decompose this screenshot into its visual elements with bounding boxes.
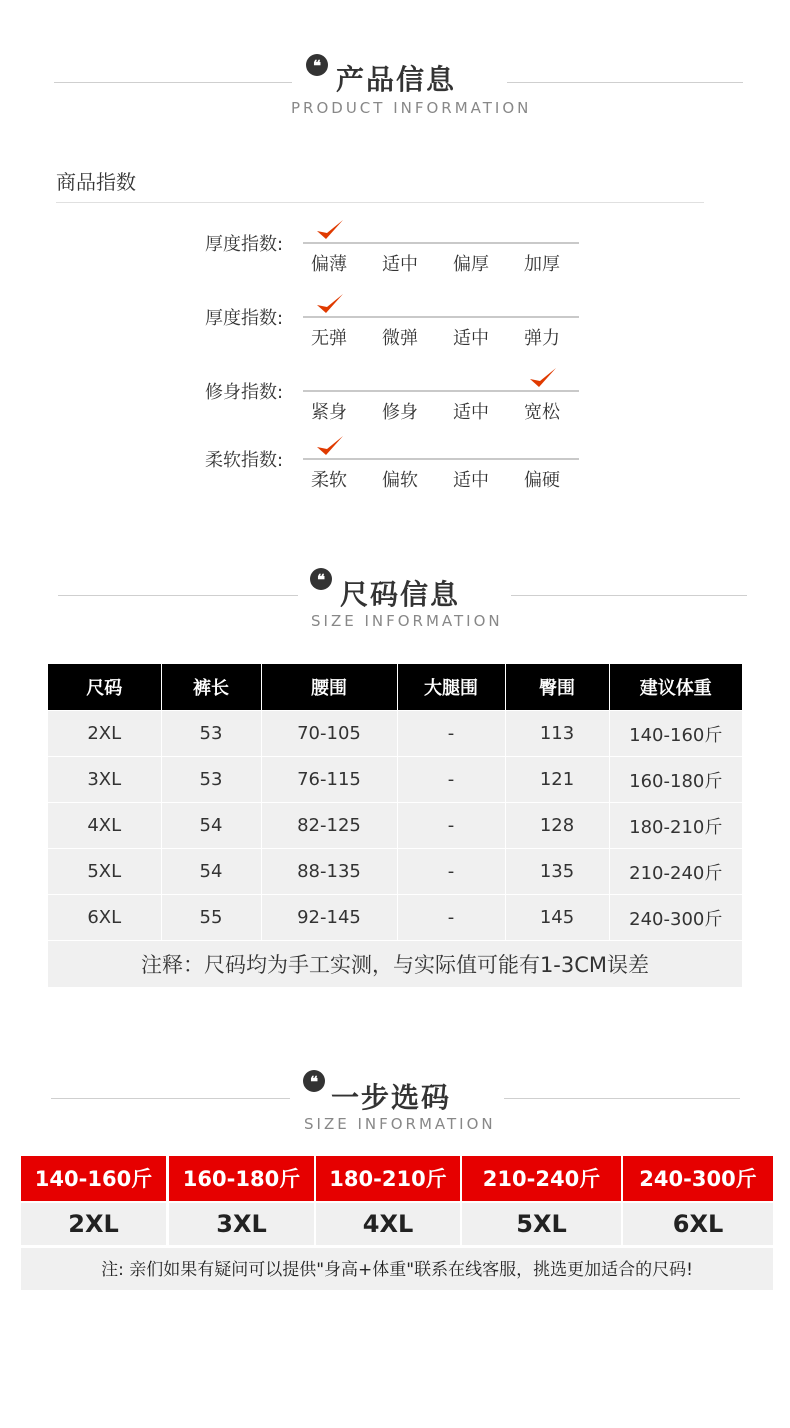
- index-option: 加厚: [524, 254, 560, 275]
- weight-range-cell: 160-180斤: [169, 1156, 314, 1201]
- table-cell: 128: [505, 803, 609, 849]
- measurement-note: 注释：尺码均为手工实测，与实际值可能有1-3CM误差: [48, 941, 742, 988]
- column-header: 建议体重: [609, 664, 742, 711]
- index-title: 商品指数: [56, 170, 136, 194]
- column-header: 裤长: [161, 664, 261, 711]
- table-cell: 88-135: [261, 849, 397, 895]
- table-cell: 145: [505, 895, 609, 941]
- index-option: 无弹: [311, 328, 347, 349]
- checkmark-icon: [315, 291, 345, 317]
- index-option: 适中: [453, 328, 489, 349]
- table-row: [48, 757, 742, 803]
- index-row: [205, 448, 585, 498]
- section-title: 产品信息: [336, 63, 457, 96]
- table-row: [48, 803, 742, 849]
- table-row: [48, 849, 742, 895]
- table-cell: 121: [505, 757, 609, 803]
- table-cell: 113: [505, 711, 609, 757]
- heading-rule-left: [54, 82, 292, 83]
- table-row: [48, 895, 742, 941]
- index-option: 适中: [382, 254, 418, 275]
- index-label: 厚度指数:: [205, 234, 284, 255]
- product-info-heading: [0, 50, 790, 120]
- quote-icon: ❝: [310, 568, 332, 590]
- index-option: 偏软: [382, 470, 418, 491]
- table-cell: -: [397, 803, 505, 849]
- table-note-row: [48, 941, 742, 988]
- table-cell: 54: [161, 849, 261, 895]
- size-cell: 5XL: [462, 1203, 621, 1245]
- index-option: 适中: [453, 470, 489, 491]
- quote-icon: ❝: [306, 54, 328, 76]
- index-label: 厚度指数:: [205, 308, 284, 329]
- table-cell: 82-125: [261, 803, 397, 849]
- index-label: 修身指数:: [205, 382, 284, 403]
- table-cell: 3XL: [48, 757, 161, 803]
- index-option: 偏薄: [311, 254, 347, 275]
- size-cell: 6XL: [623, 1203, 773, 1245]
- index-option: 紧身: [311, 402, 347, 423]
- table-cell: 76-115: [261, 757, 397, 803]
- heading-rule-right: [511, 595, 747, 596]
- index-divider: [56, 202, 704, 203]
- size-cell: 2XL: [21, 1203, 166, 1245]
- section-subtitle: SIZE INFORMATION: [304, 1115, 496, 1133]
- weight-range-cell: 180-210斤: [316, 1156, 460, 1201]
- weight-range-cell: 140-160斤: [21, 1156, 166, 1201]
- index-option: 弹力: [524, 328, 560, 349]
- size-info-heading: [0, 564, 790, 634]
- index-option: 偏硬: [524, 470, 560, 491]
- weight-range-cell: 210-240斤: [462, 1156, 621, 1201]
- table-cell: 92-145: [261, 895, 397, 941]
- size-table: [48, 664, 742, 987]
- index-option: 柔软: [311, 470, 347, 491]
- table-cell: -: [397, 711, 505, 757]
- checkmark-icon: [528, 365, 558, 391]
- column-header: 腰围: [261, 664, 397, 711]
- section-subtitle: SIZE INFORMATION: [311, 612, 503, 630]
- size-cell: 3XL: [169, 1203, 314, 1245]
- table-cell: 54: [161, 803, 261, 849]
- table-cell: 55: [161, 895, 261, 941]
- pick-note: 注: 亲们如果有疑问可以提供"身高+体重"联系在线客服，挑选更加适合的尺码!: [21, 1248, 773, 1290]
- size-pick-heading: [0, 1068, 790, 1138]
- size-pick-grid: [21, 1156, 773, 1246]
- quote-icon: ❝: [303, 1070, 325, 1092]
- index-option: 宽松: [524, 402, 560, 423]
- table-cell: 70-105: [261, 711, 397, 757]
- index-option: 修身: [382, 402, 418, 423]
- index-row: [205, 380, 585, 430]
- weight-range-cell: 240-300斤: [623, 1156, 773, 1201]
- column-header: 尺码: [48, 664, 161, 711]
- table-cell: 180-210斤: [609, 803, 742, 849]
- table-cell: 2XL: [48, 711, 161, 757]
- checkmark-icon: [315, 217, 345, 243]
- table-cell: 210-240斤: [609, 849, 742, 895]
- table-cell: 4XL: [48, 803, 161, 849]
- section-title: 尺码信息: [340, 578, 461, 611]
- table-cell: 135: [505, 849, 609, 895]
- table-cell: -: [397, 895, 505, 941]
- heading-rule-left: [58, 595, 298, 596]
- table-cell: 53: [161, 711, 261, 757]
- index-option: 适中: [453, 402, 489, 423]
- column-header: 臀围: [505, 664, 609, 711]
- size-table-header: [48, 664, 742, 711]
- section-title: 一步选码: [331, 1081, 452, 1114]
- table-cell: 160-180斤: [609, 757, 742, 803]
- index-option: 微弹: [382, 328, 418, 349]
- table-cell: 140-160斤: [609, 711, 742, 757]
- index-label: 柔软指数:: [205, 450, 284, 471]
- table-cell: -: [397, 757, 505, 803]
- checkmark-icon: [315, 433, 345, 459]
- size-cell: 4XL: [316, 1203, 460, 1245]
- table-cell: 5XL: [48, 849, 161, 895]
- table-cell: -: [397, 849, 505, 895]
- table-cell: 6XL: [48, 895, 161, 941]
- heading-rule-right: [504, 1098, 740, 1099]
- heading-rule-right: [507, 82, 743, 83]
- table-cell: 240-300斤: [609, 895, 742, 941]
- table-cell: 53: [161, 757, 261, 803]
- index-row: [205, 232, 585, 282]
- index-option: 偏厚: [453, 254, 489, 275]
- index-row: [205, 306, 585, 356]
- table-row: [48, 711, 742, 757]
- section-subtitle: PRODUCT INFORMATION: [291, 99, 532, 117]
- heading-rule-left: [51, 1098, 290, 1099]
- column-header: 大腿围: [397, 664, 505, 711]
